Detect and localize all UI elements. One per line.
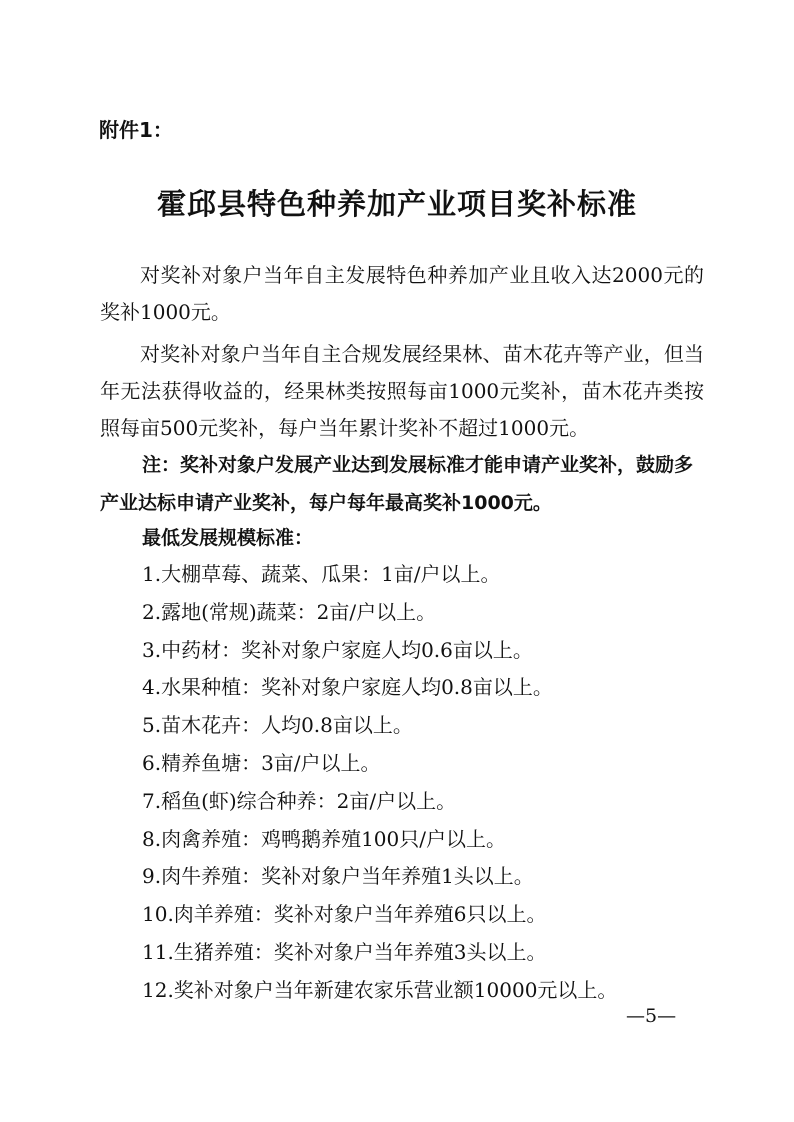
standard-item: 9.肉牛养殖：奖补对象户当年养殖1头以上。 xyxy=(142,864,534,889)
standard-item: 10.肉羊养殖：奖补对象户当年养殖6只以上。 xyxy=(142,902,547,927)
document-title: 霍邱县特色种养加产业项目奖补标准 xyxy=(156,187,637,221)
standard-item: 11.生猪养殖：奖补对象户当年养殖3头以上。 xyxy=(142,939,547,964)
standard-item: 6.精养鱼塘：3亩/户以上。 xyxy=(142,750,381,775)
standard-item: 3.中药材：奖补对象户家庭人均0.6亩以上。 xyxy=(142,637,533,662)
paragraph-orchard-subsidy: 对奖补对象户当年自主合规发展经果林、苗木花卉等产业，但当年无法获得收益的，经果林类按照每亩1000元奖补，苗木花卉类按照每亩500元奖补，每户当年累计奖补不超过1000元。 xyxy=(100,342,704,440)
standard-item: 5.苗木花卉：人均0.8亩以上。 xyxy=(142,713,413,738)
standards-heading: 最低发展规模标准： xyxy=(142,527,314,549)
standard-item: 7.稻鱼(虾)综合种养：2亩/户以上。 xyxy=(142,788,457,813)
attachment-label: 附件1： xyxy=(99,118,173,142)
standard-item: 12.奖补对象户当年新建农家乐营业额10000元以上。 xyxy=(142,977,618,1002)
standard-item: 1.大棚草莓、蔬菜、瓜果：1亩/户以上。 xyxy=(142,562,501,586)
paragraph-income-subsidy: 对奖补对象户当年自主发展特色种养加产业且收入达2000元的奖补1000元。 xyxy=(100,263,704,324)
standards-list xyxy=(142,556,617,1010)
standard-item: 2.露地(常规)蔬菜：2亩/户以上。 xyxy=(142,599,437,624)
standard-item: 4.水果种植：奖补对象户家庭人均0.8亩以上。 xyxy=(142,675,553,700)
page-number: —5— xyxy=(626,1005,677,1027)
standard-item: 8.肉禽养殖：鸡鸭鹅养殖100只/户以上。 xyxy=(142,826,506,851)
note-paragraph: 注：奖补对象户发展产业达到发展标准才能申请产业奖补，鼓励多产业达标申请产业奖补，每户每年最高奖补1000元。 xyxy=(100,454,694,514)
